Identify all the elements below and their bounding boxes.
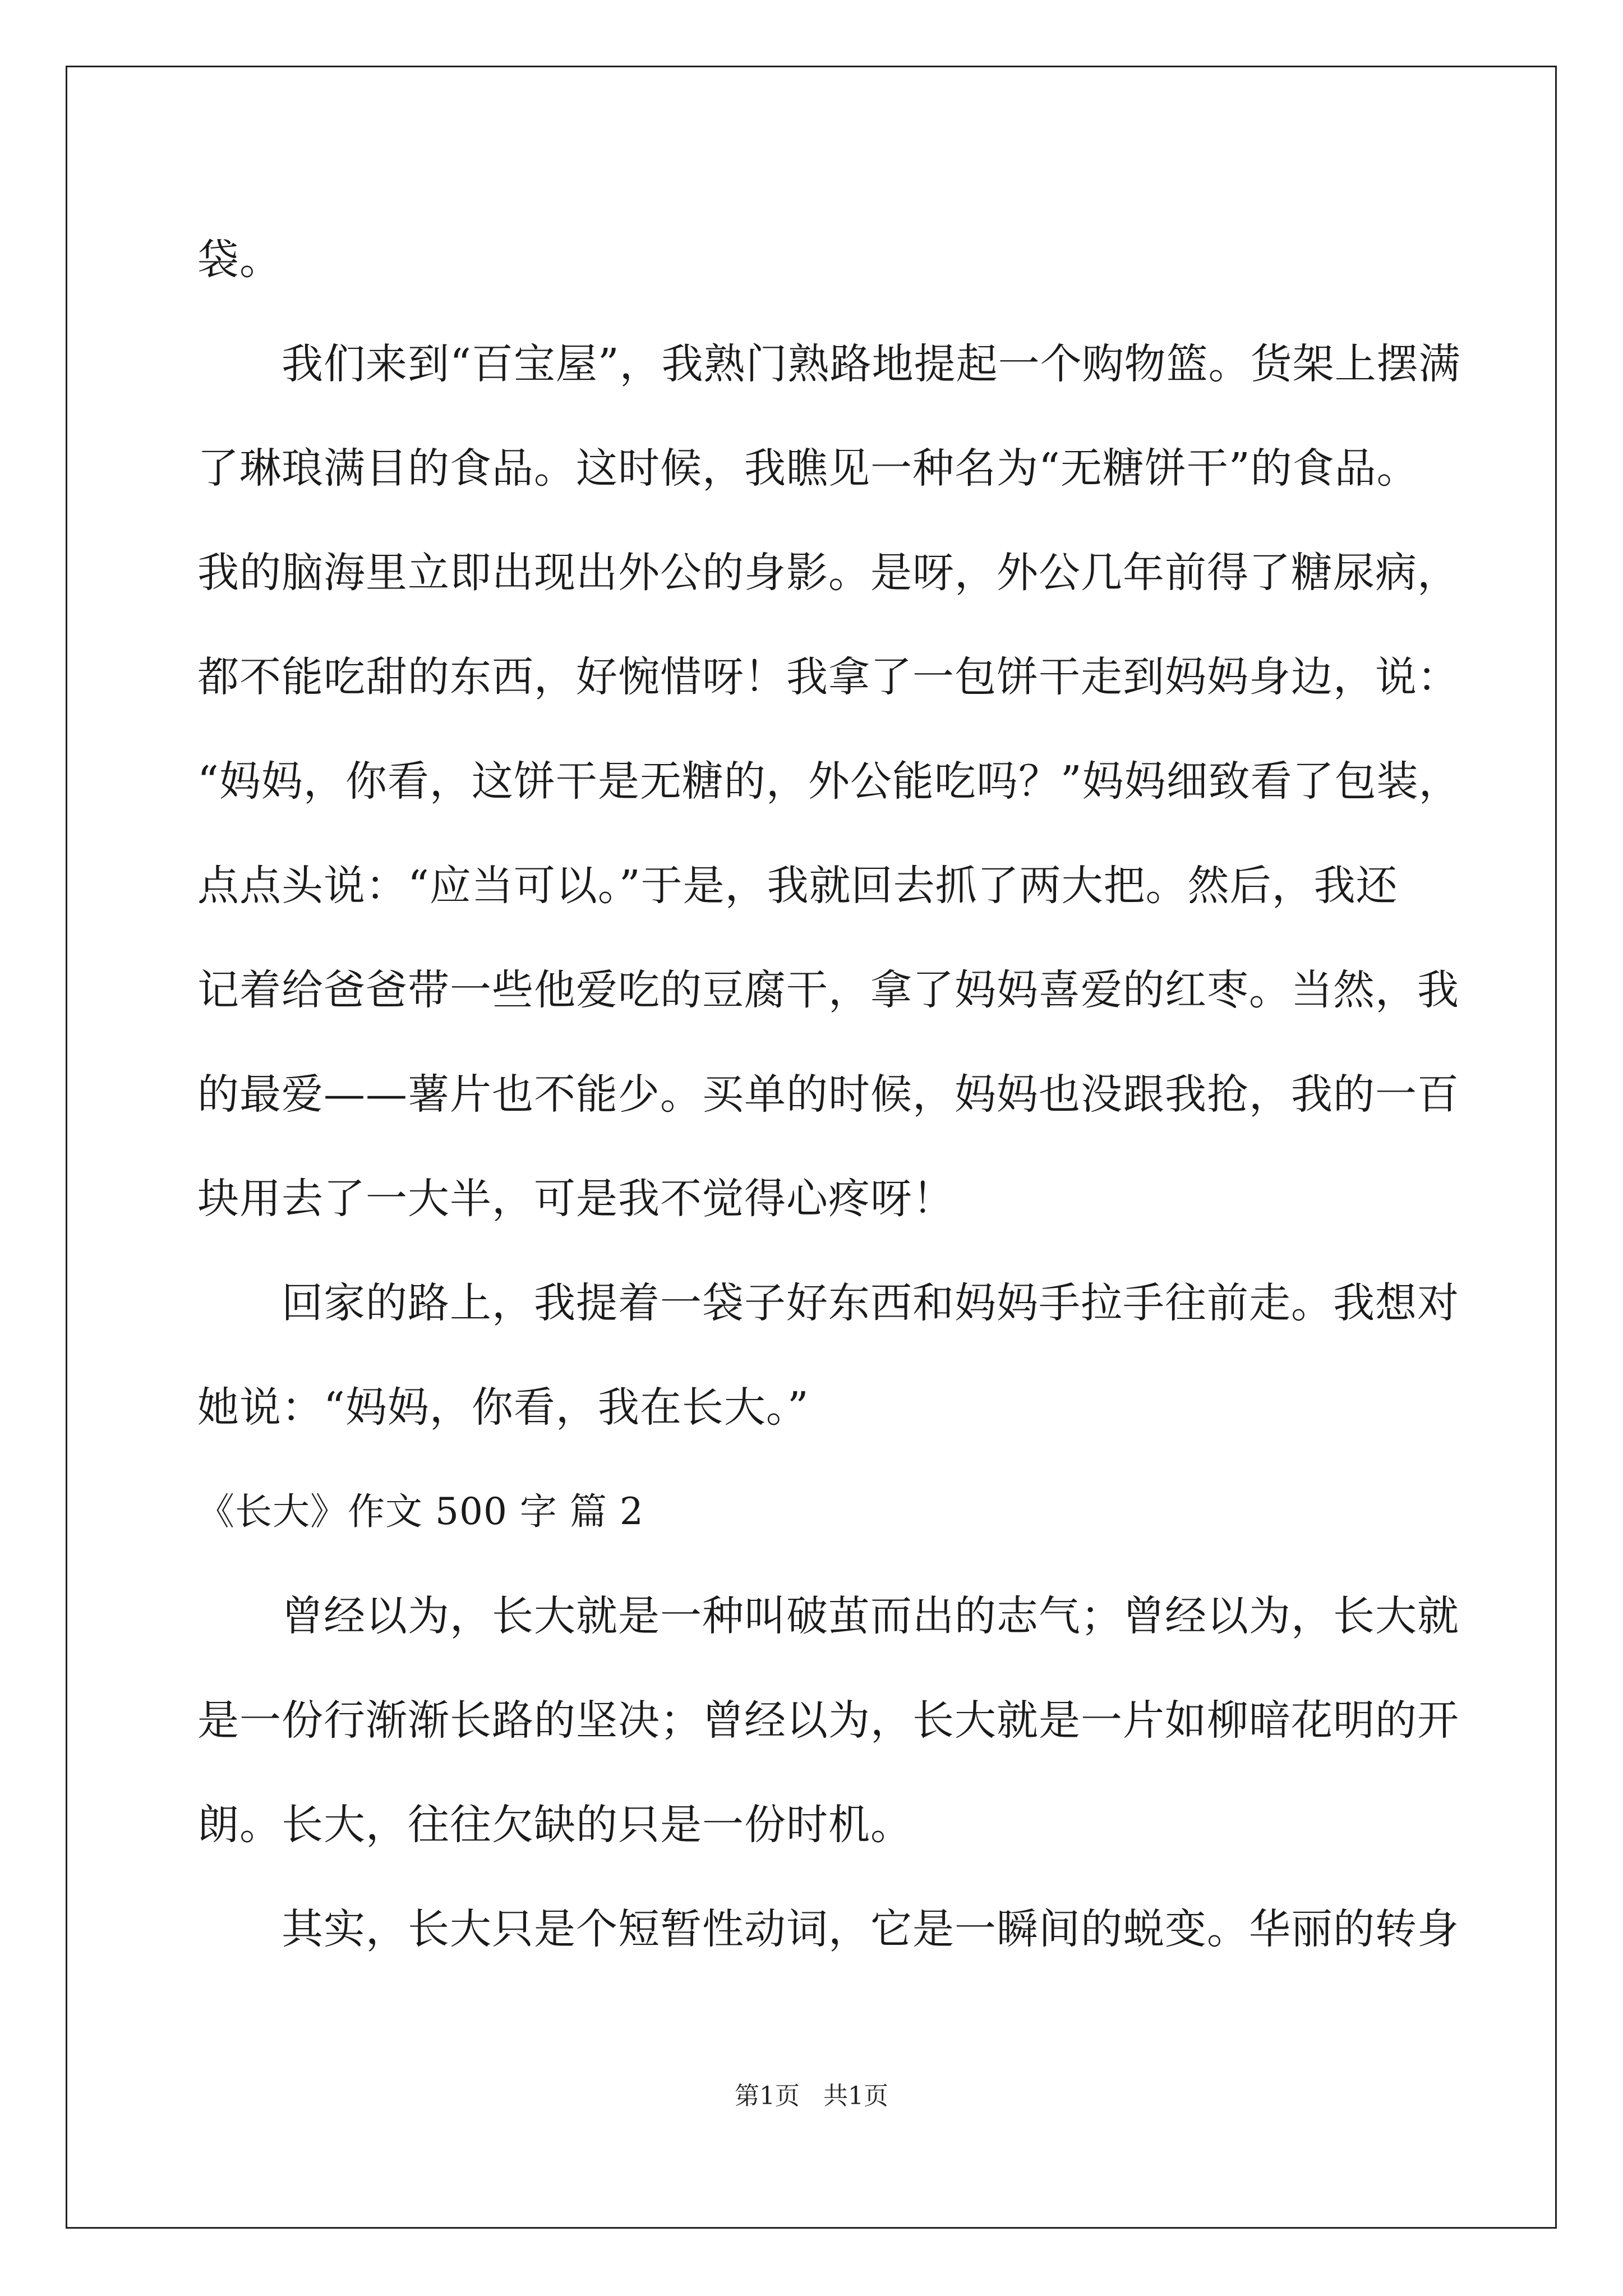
section-heading: 《长大》作文 500 字 篇 2	[197, 1490, 644, 1533]
text-line: 都不能吃甜的东西，好惋惜呀！我拿了一包饼干走到妈妈身边，说：	[197, 653, 1459, 701]
text-line: 块用去了一大半，可是我不觉得心疼呀！	[197, 1175, 955, 1223]
paragraph-start-line: 我们来到“百宝屋”，我熟门熟路地提起一个购物篮。货架上摆满	[282, 340, 1461, 388]
text-line: 是一份行渐渐长路的坚决；曾经以为，长大就是一片如柳暗花明的开	[197, 1696, 1459, 1745]
text-line: 记着给爸爸带一些他爱吃的豆腐干，拿了妈妈喜爱的红枣。当然，我	[197, 966, 1459, 1014]
text-line: 点点头说：“应当可以。”于是，我就回去抓了两大把。然后，我还	[197, 862, 1398, 910]
text-line: 了琳琅满目的食品。这时候，我瞧见一种名为“无糖饼干”的食品。	[197, 444, 1419, 493]
paragraph-start-line: 回家的路上，我提着一袋子好东西和妈妈手拉手往前走。我想对	[282, 1279, 1459, 1327]
text-line: 袋。	[197, 236, 282, 284]
page-number-footer: 第1页 共1页	[735, 2082, 888, 2110]
document-body	[197, 208, 1461, 1981]
text-line: 的最爱——薯片也不能少。买单的时候，妈妈也没跟我抢，我的一百	[197, 1070, 1459, 1119]
text-line: 我的脑海里立即出现出外公的身影。是呀，外公几年前得了糖尿病，	[197, 549, 1459, 597]
text-line: 她说：“妈妈，你看，我在长大。”	[197, 1383, 809, 1432]
paragraph-start-line: 曾经以为，长大就是一种叫破茧而出的志气；曾经以为，长大就	[282, 1592, 1459, 1640]
text-line: 朗。长大，往往欠缺的只是一份时机。	[197, 1801, 912, 1849]
text-line: “妈妈，你看，这饼干是无糖的，外公能吃吗？”妈妈细致看了包装，	[197, 757, 1461, 806]
paragraph-start-line: 其实，长大只是个短暂性动词，它是一瞬间的蜕变。华丽的转身	[282, 1905, 1459, 1953]
